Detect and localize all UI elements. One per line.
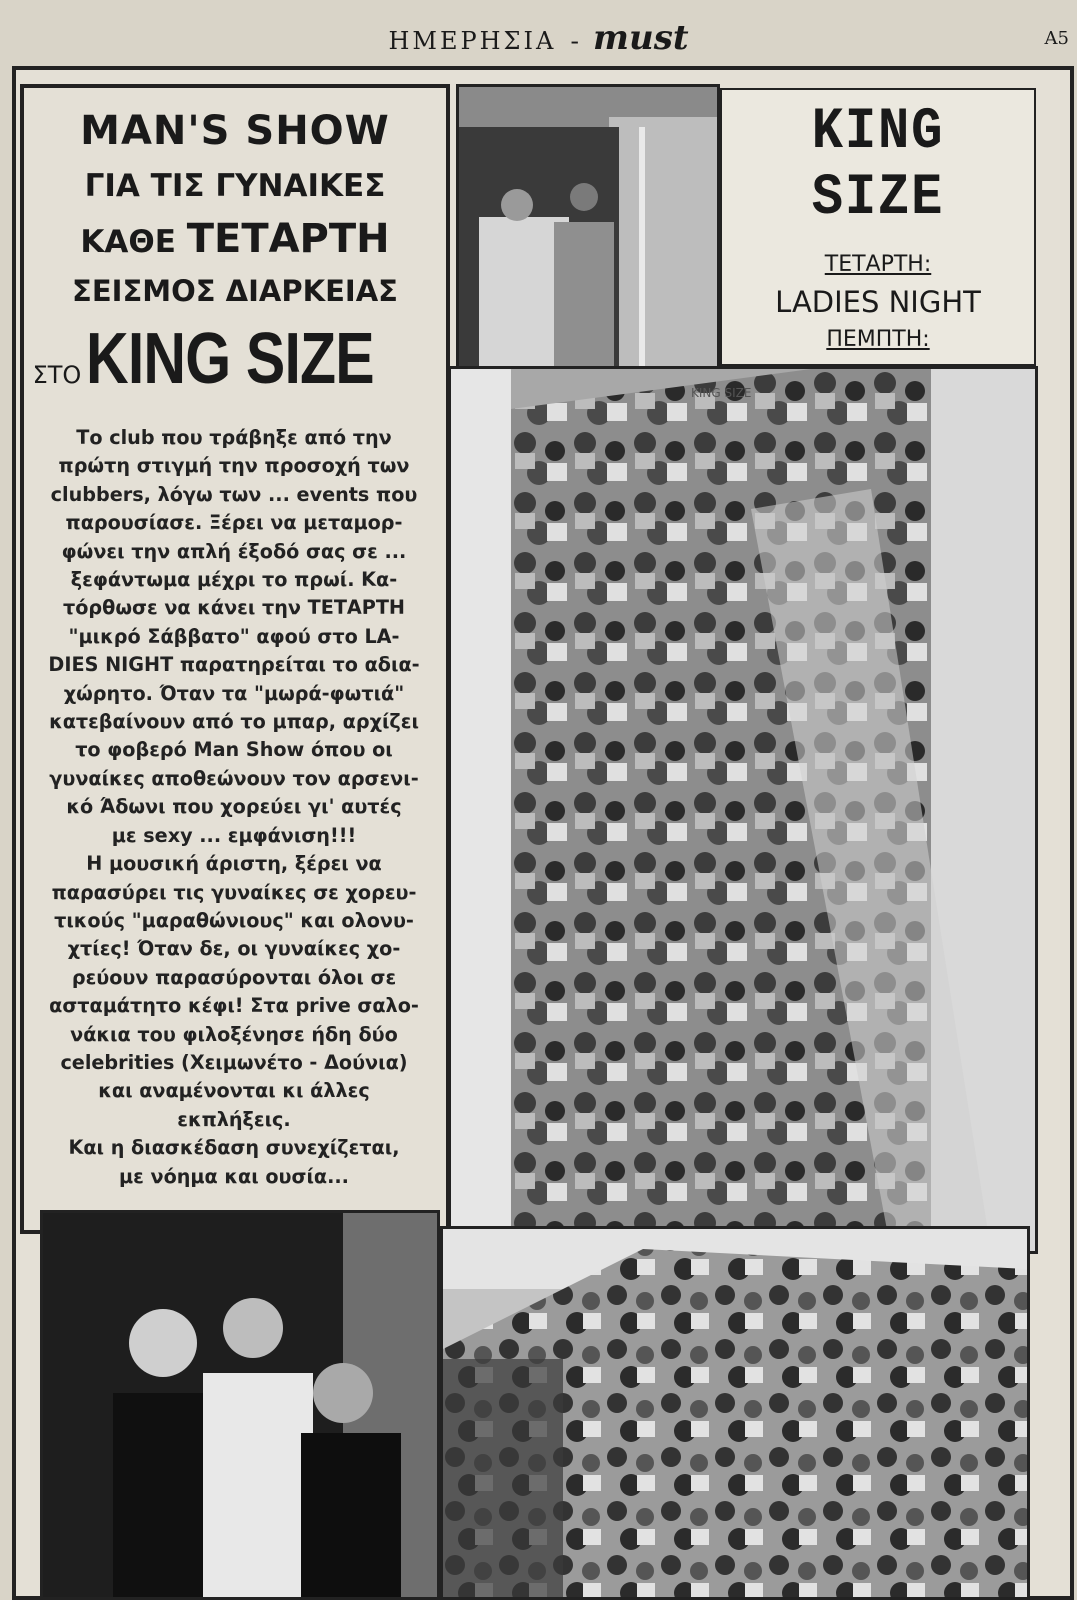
article-line: παρασύρει τις γυναίκες σε χορευ- xyxy=(51,880,417,904)
article-line: "μικρό Σάββατο" αφού στο LA- xyxy=(68,624,400,648)
crowd-photo-sign: KING SIZE xyxy=(691,386,752,400)
article-line: κό Άδωνι που χορεύει γι' αυτές xyxy=(66,795,402,819)
sign-event-1: LADIES NIGHT xyxy=(775,285,981,319)
masthead xyxy=(0,18,1077,68)
headline-every: ΚΑΘΕ xyxy=(80,224,176,260)
article-line: DIES NIGHT παρατηρείται το αδια- xyxy=(48,653,420,677)
headline-line-3 xyxy=(30,216,440,262)
photo-crowd-bar xyxy=(448,366,1038,1254)
article-line: με νόημα και ουσία... xyxy=(119,1164,349,1188)
article-line: με sexy ... εμφάνιση!!! xyxy=(111,823,357,847)
article-line: ασταμάτητο κέφι! Στα prive σαλο- xyxy=(49,994,419,1018)
masthead-dash: - xyxy=(570,27,579,55)
article-line: Και η διασκέδαση συνεχίζεται, xyxy=(68,1136,400,1160)
club-sign xyxy=(720,88,1036,366)
headline-at: ΣΤΟ xyxy=(32,361,82,389)
article-line: πρώτη στιγμή την προσοχή των xyxy=(58,454,410,478)
article-line: Το club που τράβηξε από την xyxy=(76,426,392,449)
headline xyxy=(30,100,440,400)
article-line: τικούς "μαραθώνιους" και ολονυ- xyxy=(54,908,414,932)
article-line: το φοβερό Man Show όπου οι xyxy=(75,738,393,762)
headline-line-2: ΓΙΑ ΤΙΣ ΓΥΝΑΙΚΕΣ xyxy=(84,168,386,204)
article-line: ξεφάντωμα μέχρι το πρωί. Κα- xyxy=(70,568,398,592)
article-line: νάκια του φιλοξένησε ήδη δύο xyxy=(70,1022,398,1046)
photo-celebrities-image xyxy=(43,1213,437,1597)
headline-line-5 xyxy=(30,318,440,400)
photo-crowd-overhead xyxy=(440,1226,1030,1600)
photo-crowd-bar-image xyxy=(451,369,1035,1251)
sign-day-2: ΠΕΜΠΤΗ: xyxy=(826,327,930,352)
article-line: εκπλήξεις. xyxy=(177,1107,291,1131)
article-line: και αναμένονται κι άλλες xyxy=(98,1079,370,1103)
section-name: must xyxy=(593,18,689,58)
photo-entrance-image xyxy=(459,87,717,367)
newspaper-name: ΗΜΕΡΗΣΙΑ xyxy=(388,27,557,55)
article-body xyxy=(34,424,434,1191)
photo-crowd-overhead-image xyxy=(443,1229,1027,1597)
article-line: παρουσίασε. Ξέρει να μεταμορ- xyxy=(65,511,403,535)
article-line: τόρθωσε να κάνει την ΤΕΤΑΡΤΗ xyxy=(63,596,405,620)
page-number: A5 xyxy=(1044,28,1069,49)
article-line: clubbers, λόγω των ... events που xyxy=(50,482,418,506)
headline-wednesday: ΤΕΤΑΡΤΗ xyxy=(186,216,390,262)
article-line: Η μουσική άριστη, ξέρει να xyxy=(86,852,382,876)
photo-entrance xyxy=(456,84,720,370)
article-line: ρεύουν παρασύρονται όλοι σε xyxy=(71,965,397,989)
article-line: φώνει την απλή έξοδό σας σε ... xyxy=(61,539,407,563)
sign-day-1: ΤΕΤΑΡΤΗ: xyxy=(824,252,932,277)
photo-celebrities xyxy=(40,1210,440,1600)
sign-club-name: KING SIZE xyxy=(811,100,945,231)
article-line: χτίες! Όταν δε, οι γυναίκες χο- xyxy=(67,937,401,961)
article-line: celebrities (Χειμωνέτο - Δούνια) xyxy=(60,1050,408,1074)
headline-line-1: MAN'S SHOW xyxy=(80,108,390,154)
headline-line-4: ΣΕΙΣΜΟΣ ΔΙΑΡΚΕΙΑΣ xyxy=(72,274,398,308)
article-line: γυναίκες αποθεώνουν τον αρσενι- xyxy=(49,766,419,790)
article-line: κατεβαίνουν από το μπαρ, αρχίζει xyxy=(49,710,419,734)
headline-club-name: KING SIZE xyxy=(86,319,375,399)
article-line: χώρητο. Όταν τα "μωρά-φωτιά" xyxy=(63,681,405,705)
